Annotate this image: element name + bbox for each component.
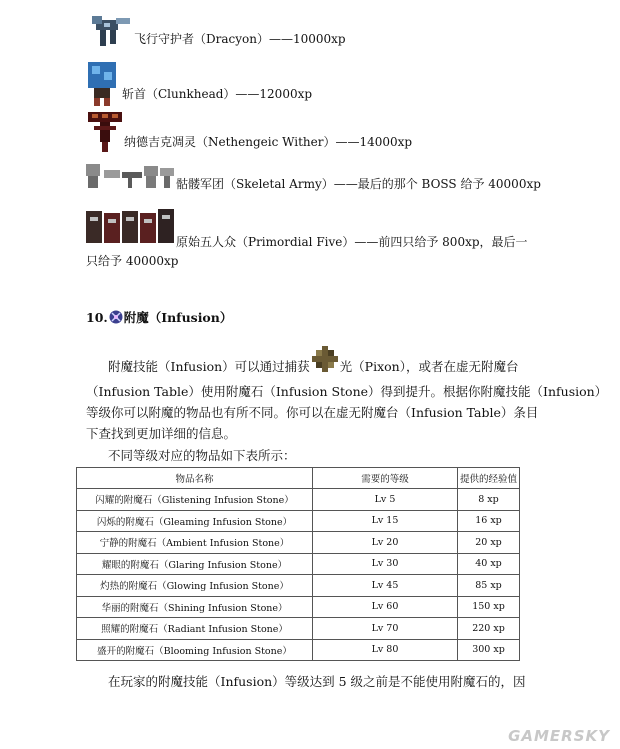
table-cell: 16 xp <box>458 510 520 532</box>
primordial-five-sprite <box>84 205 176 249</box>
boss-primordial-five-wrap: 只给予 40000xp <box>86 254 179 268</box>
table-cell: 闪烁的附魔石（Gleaming Infusion Stone） <box>77 510 313 532</box>
table-cell: 华丽的附魔石（Shining Infusion Stone） <box>77 596 313 618</box>
dracyon-sprite <box>86 14 134 50</box>
table-cell: Lv 20 <box>313 532 458 554</box>
table-cell: 85 xp <box>458 575 520 597</box>
boss-entry-skeletal-army <box>84 155 541 192</box>
table-cell: 耀眼的附魔石（Glaring Infusion Stone） <box>77 553 313 575</box>
table-cell: 8 xp <box>458 489 520 511</box>
boss-entry-primordial-five <box>84 203 528 250</box>
para2: 不同等级对应的物品如下表所示： <box>108 448 296 463</box>
table-row <box>77 489 520 511</box>
infusion-stone-table <box>76 467 520 661</box>
table-cell: 150 xp <box>458 596 520 618</box>
table-cell: 300 xp <box>458 639 520 661</box>
infusion-icon <box>109 310 123 324</box>
boss-clunkhead-text: 斩首（Clunkhead）——12000xp <box>122 86 313 101</box>
table-cell: Lv 70 <box>313 618 458 640</box>
table-cell: 照耀的附魔石（Radiant Infusion Stone） <box>77 618 313 640</box>
table-header: 物品名称 <box>77 468 313 489</box>
boss-skeletal-army-text: 骷髅军团（Skeletal Army）——最后的那个 BOSS 给予 40000xp <box>176 177 541 191</box>
para1-after: 光（Pixon），或者在虚无附魔台 <box>339 359 519 374</box>
table-row <box>77 553 520 575</box>
table-cell: 20 xp <box>458 532 520 554</box>
table-cell: 闪耀的附魔石（Glistening Infusion Stone） <box>77 489 313 511</box>
table-row <box>77 596 520 618</box>
table-cell: 40 xp <box>458 553 520 575</box>
table-cell: Lv 45 <box>313 575 458 597</box>
table-cell: 220 xp <box>458 618 520 640</box>
boss-entry-clunkhead <box>86 60 312 106</box>
boss-dracyon-text: 飞行守护者（Dracyon）——10000xp <box>134 31 346 46</box>
table-header: 需要的等级 <box>313 468 458 489</box>
para1-line2: （Infusion Table）使用附魔石（Infusion Stone）得到提升。根据你附魔技能（Infusion） <box>86 384 608 399</box>
table-row <box>77 510 520 532</box>
table-header: 提供的经验值 <box>458 468 520 489</box>
para3: 在玩家的附魔技能（Infusion）等级达到 5 级之前是不能使用附魔石的，因 <box>108 674 526 689</box>
table-row <box>77 639 520 661</box>
table-cell: Lv 80 <box>313 639 458 661</box>
section-number: 10. <box>86 309 108 325</box>
table-header-row <box>77 468 520 489</box>
para1-before: 附魔技能（Infusion）可以通过捕获 <box>108 359 310 374</box>
table-cell: Lv 30 <box>313 553 458 575</box>
nethengeic-wither-sprite <box>86 110 124 154</box>
table-row <box>77 575 520 597</box>
section-title: 附魔（Infusion） <box>123 310 233 325</box>
boss-entry-dracyon <box>86 14 346 50</box>
table-cell: Lv 60 <box>313 596 458 618</box>
section-heading <box>86 308 232 326</box>
table-cell: Lv 15 <box>313 510 458 532</box>
table-row <box>77 618 520 640</box>
boss-nethengeic-wither-text: 纳德吉克凋灵（Nethengeic Wither）——14000xp <box>124 134 413 149</box>
table-cell: 灼热的附魔石（Glowing Infusion Stone） <box>77 575 313 597</box>
skeletal-army-sprite <box>84 156 176 192</box>
watermark: GAMERSKY <box>508 727 610 745</box>
table-row <box>77 532 520 554</box>
para1-line1 <box>108 356 518 377</box>
clunkhead-sprite <box>86 60 120 106</box>
table-cell: Lv 5 <box>313 489 458 511</box>
table-cell: 宁静的附魔石（Ambient Infusion Stone） <box>77 532 313 554</box>
para1-line4: 下查找到更加详细的信息。 <box>86 426 237 441</box>
boss-primordial-five-text: 原始五人众（Primordial Five）——前四只给予 800xp，最后一 <box>176 235 528 249</box>
para1-line3: 等级你可以附魔的物品也有所不同。你可以在虚无附魔台（Infusion Table）条目 <box>86 405 539 420</box>
pixon-sprite <box>310 344 340 374</box>
boss-entry-nethengeic-wither <box>86 110 412 154</box>
table-cell: 盛开的附魔石（Blooming Infusion Stone） <box>77 639 313 661</box>
